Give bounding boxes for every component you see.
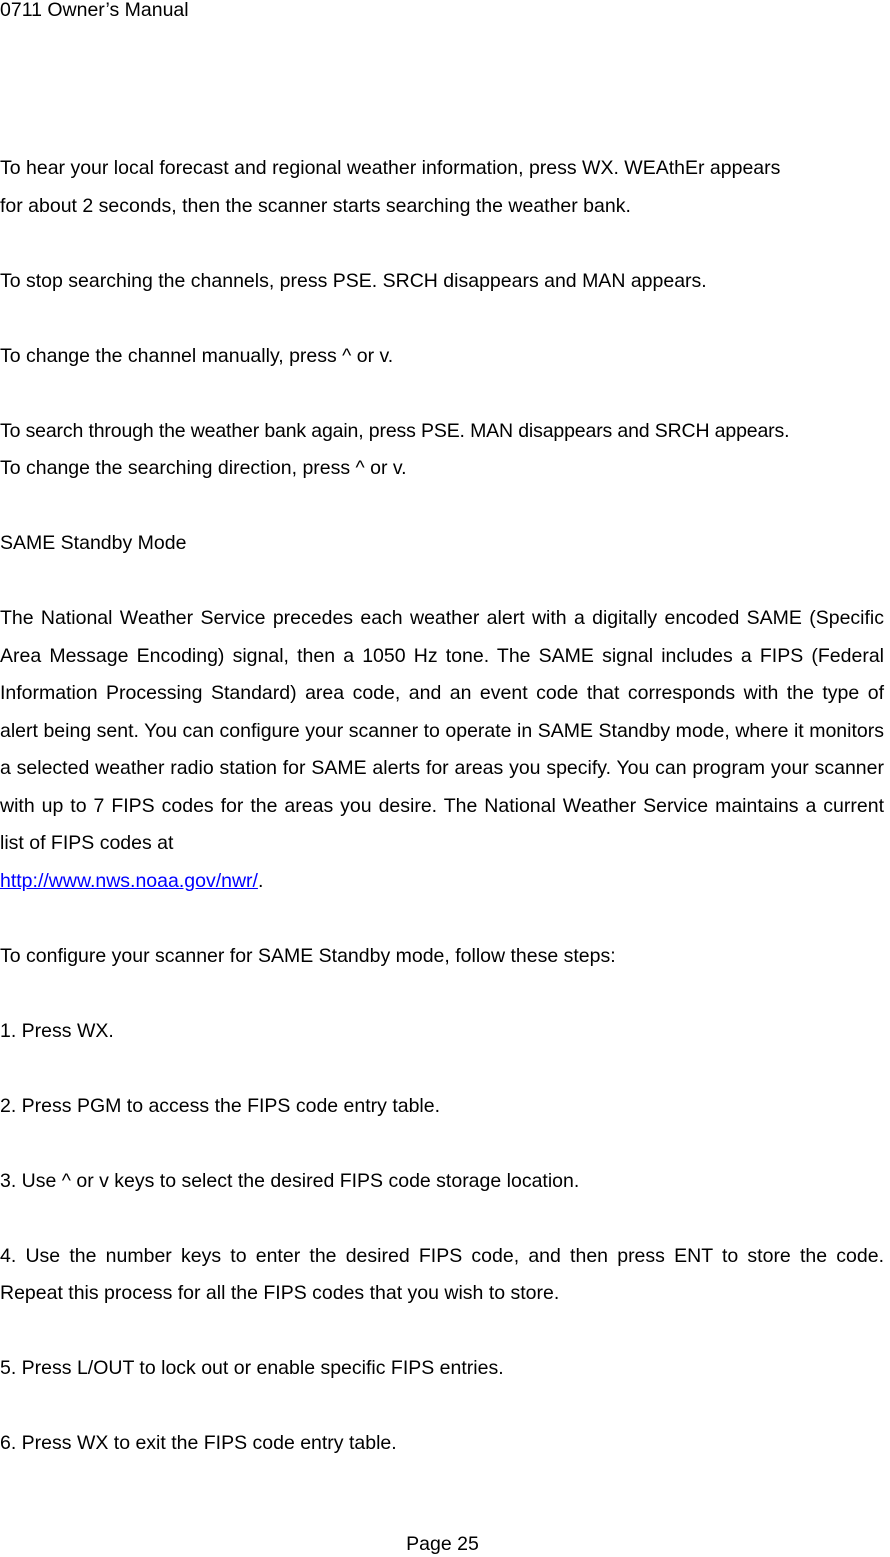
paragraph-change-channel: To change the channel manually, press ^ or v. [0,344,394,367]
paragraph-weather-intro-line2: for about 2 seconds, then the scanner starts searching the weather bank. [0,194,631,217]
step-1: 1. Press WX. [0,1019,114,1042]
nws-fips-link[interactable]: http://www.nws.noaa.gov/nwr/ [0,869,258,892]
paragraph-same-description [0,600,884,900]
link-suffix: . [257,869,264,892]
paragraph-configure-intro: To configure your scanner for SAME Standby mode, follow these steps: [0,944,616,967]
page-body [0,150,884,1463]
same-description-text: The National Weather Service precedes each weather alert with a digitally encoded SAME (Specific Area Message Encoding) signal, then a 1050 Hz tone. The SAME signal includes a FIPS (Federal Information Processing Standard) area code, and an event code that corresponds with the type of alert being sent. You can configure your scanner to operate in SAME Standby mode, where it monitors a selected weather radio station for SAME alerts for areas you specify. You can program your scanner with up to 7 FIPS codes for the areas you desire. The National Weather Service maintains a current list of FIPS codes at [0,607,884,854]
document-header: 0711 Owner’s Manual [0,0,189,21]
paragraph-stop-searching: To stop searching the channels, press PSE. SRCH disappears and MAN appears. [0,269,707,292]
step-6: 6. Press WX to exit the FIPS code entry table. [0,1432,397,1454]
page-number: Page 25 [406,1533,479,1555]
step-4: 4. Use the number keys to enter the desired FIPS code, and then press ENT to store the code. Repeat this process for all the FIPS codes that you wish to store. [0,1244,884,1304]
section-heading-same-standby: SAME Standby Mode [0,532,187,554]
step-5: 5. Press L/OUT to lock out or enable specific FIPS entries. [0,1357,504,1379]
paragraph-search-again-line1: To search through the weather bank again, press PSE. MAN disappears and SRCH appears. [0,419,790,442]
step-3: 3. Use ^ or v keys to select the desired FIPS code storage location. [0,1169,580,1192]
paragraph-weather-intro-line1: To hear your local forecast and regional weather information, press WX. WEAthEr appears [0,157,781,179]
step-2: 2. Press PGM to access the FIPS code entry table. [0,1094,441,1117]
paragraph-search-again-line2: To change the searching direction, press ^ or v. [0,457,407,479]
